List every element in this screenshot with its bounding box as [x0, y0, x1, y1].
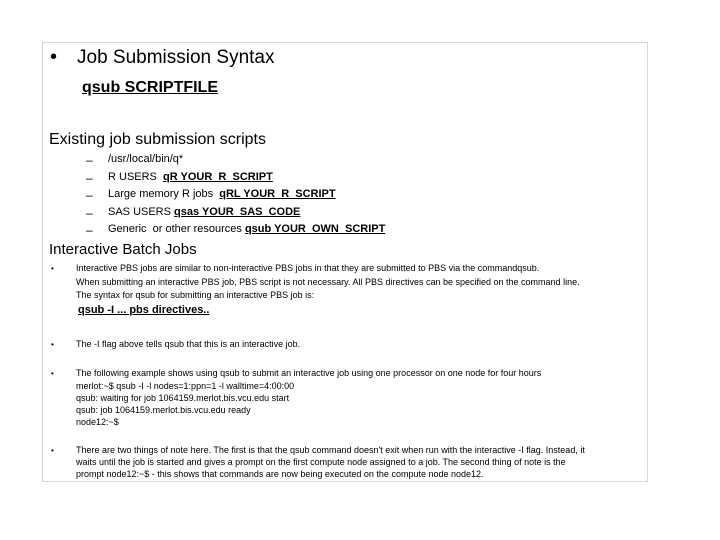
dash: – [86, 206, 93, 220]
list-item-label: Large memory R jobs qRL YOUR_R_SCRIPT [108, 188, 336, 200]
note-line: Interactive PBS jobs are similar to non-interactive PBS jobs in that they are submitted to PBS via the commandqsub. [76, 263, 540, 273]
note-line: prompt node12:~$ - this shows that commands are now being executed on the compute node node12. [76, 469, 484, 479]
syntax-line: qsub SCRIPTFILE [82, 79, 218, 96]
note-line: merlot:~$ qsub -I -l nodes=1:ppn=1 -l walltime=4:00:00 [76, 381, 295, 391]
main-bullet-marker: • [50, 46, 58, 68]
dash: – [86, 223, 93, 237]
dash: – [86, 171, 93, 185]
note-bullet: • [51, 264, 54, 273]
list-item-label: Generic or other resources qsub YOUR_OWN_SCRIPT [108, 223, 386, 235]
list-item-label: SAS USERS qsas YOUR_SAS_CODE [108, 206, 301, 218]
interactive-heading: Interactive Batch Jobs [49, 241, 197, 258]
list-item-label: /usr/local/bin/q* [108, 153, 184, 165]
list-item-label: R USERS qR YOUR_R_SCRIPT [108, 171, 273, 183]
note-line: qsub: job 1064159.merlot.bis.vcu.edu ready [76, 405, 251, 415]
note-line: There are two things of note here. The first is that the qsub command doesn't exit when run with the interactive -I flag. Instead, it [76, 445, 585, 455]
note-bullet: • [51, 446, 54, 455]
existing-heading: Existing job submission scripts [49, 131, 266, 148]
main-bullet-title: Job Submission Syntax [77, 47, 275, 68]
note-line: The -I flag above tells qsub that this is an interactive job. [76, 339, 301, 349]
note-line: qsub: waiting for job 1064159.merlot.bis.vcu.edu start [76, 393, 290, 403]
interactive-syntax: qsub -I ... pbs directives.. [78, 304, 210, 316]
note-line: When submitting an interactive PBS job, PBS script is not necessary. All PBS directives can be specified on the command line. [76, 277, 580, 287]
note-line: The following example shows using qsub to submit an interactive job using one processor on one node for four hours [76, 368, 542, 378]
note-bullet: • [51, 340, 54, 349]
dash: – [86, 188, 93, 202]
note-line: waits until the job is started and gives a prompt on the first compute node assigned to a job. The second thing of note is the [76, 457, 566, 467]
dash: – [86, 153, 93, 167]
note-bullet: • [51, 369, 54, 378]
note-line: node12:~$ [76, 417, 119, 427]
note-line: The syntax for qsub for submitting an interactive PBS job is: [76, 290, 315, 300]
